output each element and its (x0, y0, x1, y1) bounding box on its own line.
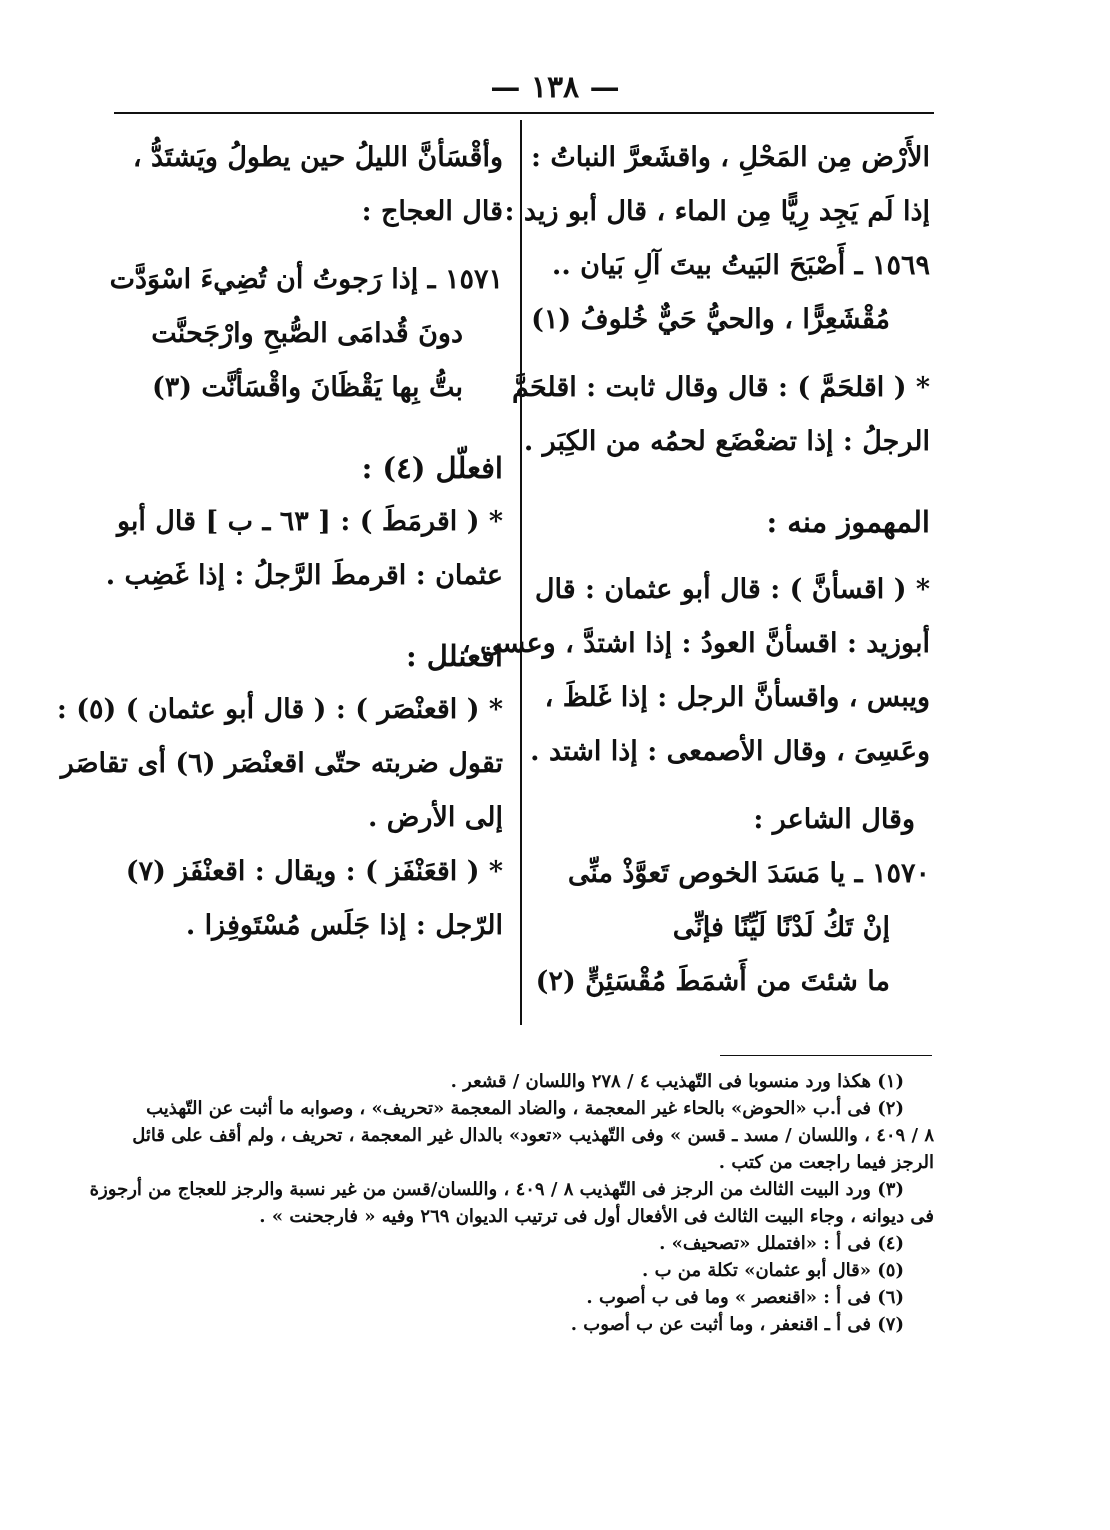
verse-line: بتُّ بِها يَقْظَانَ واقْسَأنَّت (٣) (151, 372, 463, 403)
text-line: وعَسِىَ ، وقال الأصمعى : إذا اشتد . (530, 736, 930, 767)
text-line: عثمان : اقرمطَ الرَّجلُ : إذا غَضِب . (105, 560, 503, 591)
left-column (56, 138, 503, 946)
footnote: (٤) فى أ : «افتملل «تصحيف» . (659, 1233, 904, 1254)
footnote: (٦) فى أ : «اقنعصر » وما فى ب أصوب . (586, 1287, 904, 1308)
footnote-continuation: الرجز فيما راجعت من كتب . (718, 1152, 934, 1173)
footnote-rule (720, 1055, 932, 1056)
section-heading: افعلّل (٤) : (361, 451, 503, 485)
verse-line: إنْ تَكُ لَدْنًا لَيِّنًا فإنِّى (672, 912, 890, 943)
text-line: الرّجل : إذا جَلَس مُسْتَوفِزا . (185, 910, 503, 941)
footnote-continuation: فى ديوانه ، وجاء البيت الثالث فى الأفعال أول فى ترتيب الديوان ٢٦٩ وفيه « فارجحنت » . (259, 1206, 934, 1227)
entry-line: * ( اقرمَطَ ) : [ ٦٣ ـ ب ] قال أبو (116, 506, 503, 537)
entry-line: * ( اقعنْصَر ) : ( قال أبو عثمان ) (٥) : (56, 694, 503, 725)
text-line: وأقْسَأنَّ الليلُ حين يطولُ ويَشتَدُّ ، (132, 142, 503, 173)
text-line: الأَرْض مِن المَحْلِ ، واقشَعرَّ النباتُ : (530, 142, 930, 173)
text-line: قال العجاج : (361, 196, 503, 227)
text-line: إذا لَم يَجِد رِيًّا مِن الماء ، قال أبو زيد : (504, 196, 930, 227)
text-line: أبوزيد : اقسأنَّ العودُ : إذا اشتدَّ ، وعسى ، (461, 628, 930, 659)
verse-line: مُقْشَعِرًّا ، والحيُّ حَيٌّ خُلوفُ (١) (531, 304, 890, 335)
page-number: — ١٣٨ — (490, 70, 620, 105)
header-rule (114, 112, 934, 114)
column-divider (520, 120, 522, 1025)
footnote-continuation: ٨ / ٤٠٩ ، واللسان / مسد ـ قسن » وفى التّهذيب «تعود» بالدال غير المعجمة ، تحريف ، ولم أقف على قائل (132, 1125, 934, 1146)
verse-number-line: ١٥٦٩ ـ أَصْبَحَ البَيتُ بيتَ آلِ بَيان .. (551, 250, 930, 281)
right-column (461, 138, 930, 1002)
text-line: وقال الشاعر : (753, 804, 915, 835)
entry-line: * ( اقسأنَّ ) : قال أبو عثمان : قال (534, 574, 930, 605)
entry-line: * ( اقعَنْفَز ) : ويقال : اقعنْفَز (٧) (125, 856, 503, 887)
verse-line: دونَ قُدامَى الصُّبحِ وارْجَحنَّت (151, 318, 463, 349)
verse-line: ما شئتَ من أَشمَطَ مُقْسَئِنٍّ (٢) (535, 966, 890, 997)
text-line: تقول ضربته حتّى اقعنْصَر (٦) أى تقاصَر (60, 748, 503, 779)
footnote: (٧) فى أ ـ اقنعفر ، وما أثبت عن ب أصوب . (570, 1314, 904, 1335)
footnote: (١) هكذا ورد منسوبا فى التّهذيب ٤ / ٢٧٨ واللسان / قشعر . (450, 1071, 904, 1092)
section-heading: افعنلل : (405, 639, 503, 673)
footnotes (89, 1068, 934, 1338)
footnote: (٣) ورد البيت الثالث من الرجز فى التّهذيب ٨ / ٤٠٩ ، واللسان/قسن من غير نسبة والرجز للعجاج من أرجوزة (89, 1179, 904, 1200)
entry-line: * ( اقلحَمَّ ) : قال وقال ثابت : اقلحَمَّ (512, 372, 930, 403)
verse-number-line: ١٥٧٠ ـ يا مَسَدَ الخوص تَعوَّذْ منِّى (567, 858, 930, 889)
section-heading: المهموز منه : (766, 505, 930, 539)
text-line: ويبس ، واقسأنَّ الرجل : إذا غَلظَ ، (544, 682, 930, 713)
footnote: (٢) فى أ.ب «الحوض» بالحاء غير المعجمة ، والضاد المعجمة «تحريف» ، وصوابه ما أثبت عن التّهذيب (146, 1098, 904, 1119)
footnote: (٥) «قال أبو عثمان» تكلة من ب . (642, 1260, 904, 1281)
text-line: إلى الأرض . (367, 802, 503, 833)
text-line: الرجلُ : إذا تضعْضَع لحمُه من الكِبَر . (523, 426, 930, 457)
verse-number-line: ١٥٧١ ـ إذا رَجوتُ أن تُضِيءَ اسْوَدَّت (109, 264, 503, 295)
